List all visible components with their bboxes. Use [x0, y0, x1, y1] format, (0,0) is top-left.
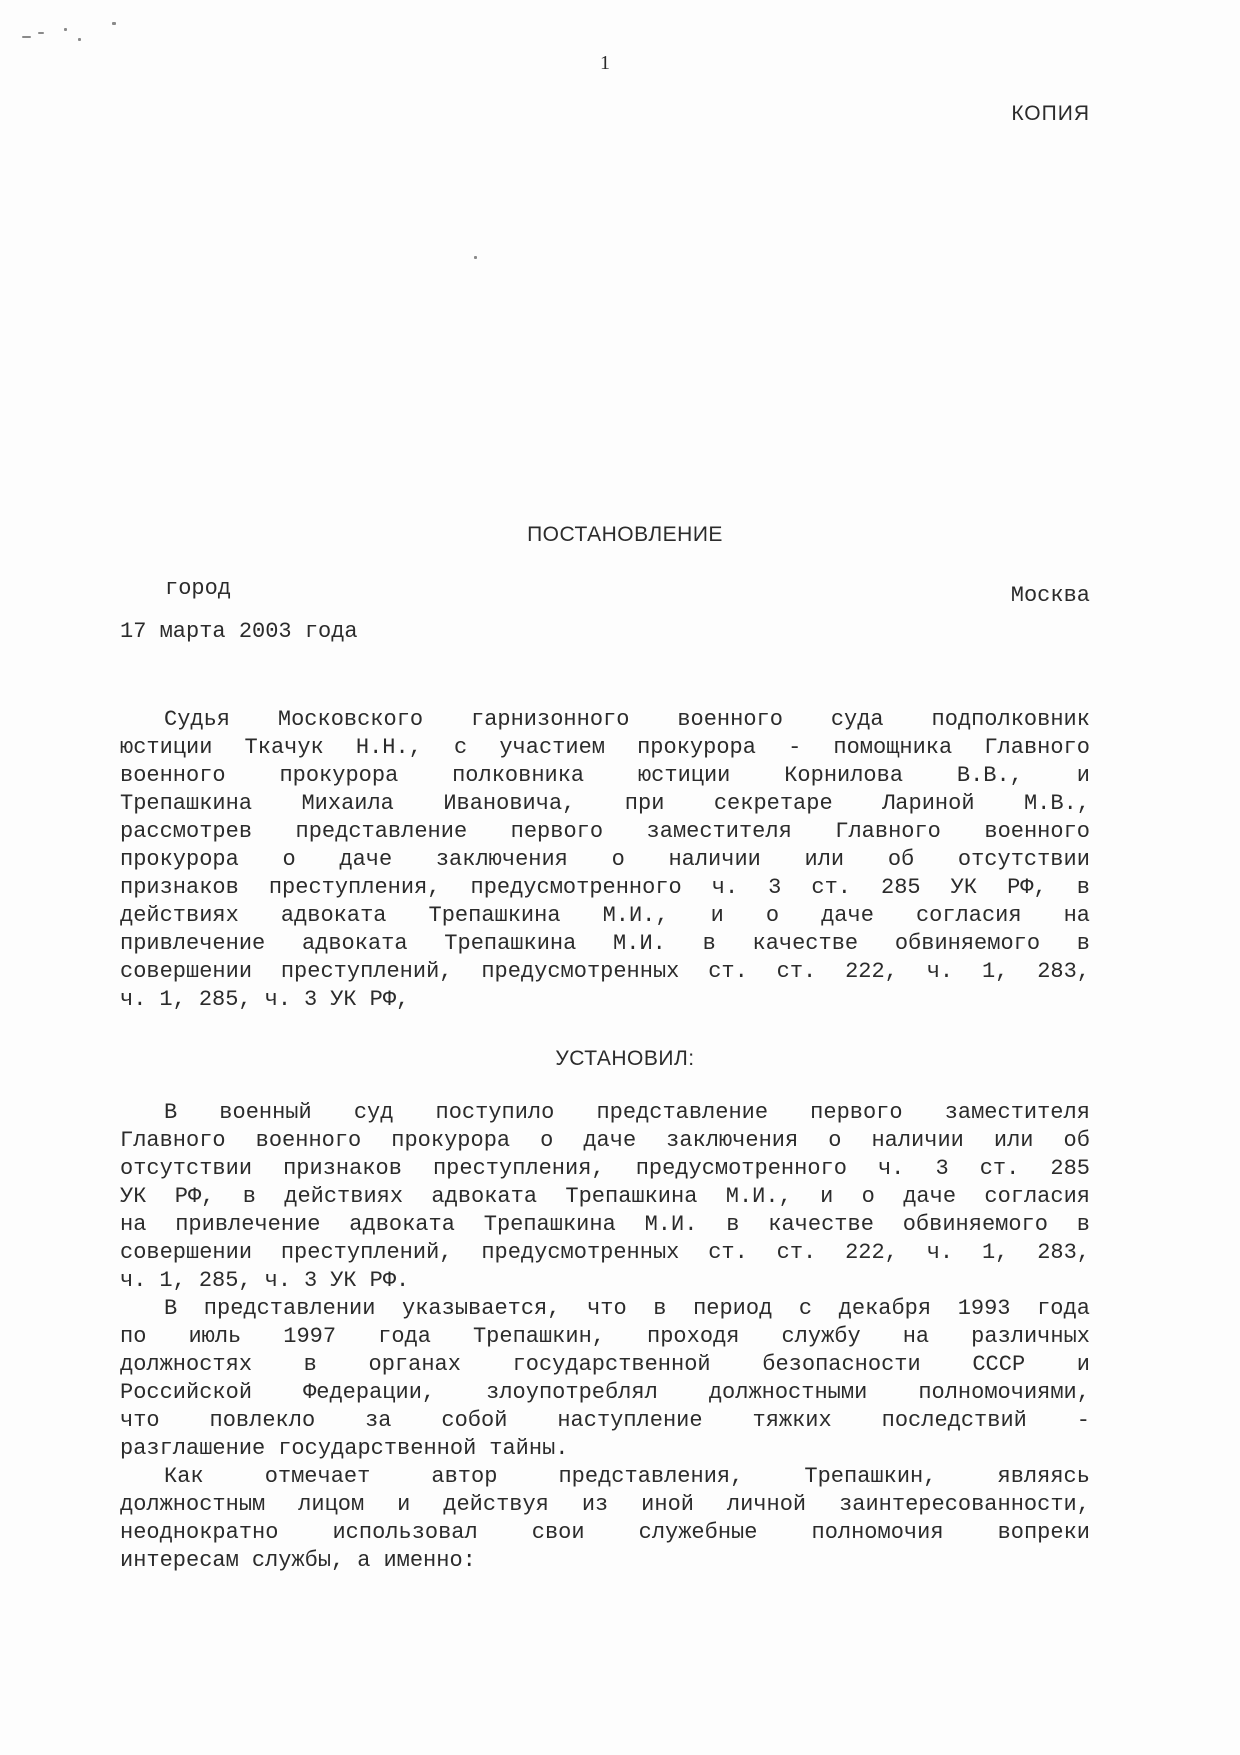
- word: суд: [353, 1100, 394, 1125]
- findings-paragraphs: [120, 1099, 1090, 1575]
- word: военного: [120, 763, 226, 788]
- word: Российской: [120, 1380, 253, 1405]
- word: 1993: [957, 1296, 1011, 1321]
- place-label: город: [165, 576, 232, 601]
- word: ст.: [979, 1156, 1020, 1181]
- word: признаков: [120, 875, 239, 900]
- word: преступлений,: [280, 1240, 453, 1265]
- word: 1,: [981, 1240, 1009, 1265]
- word: полномочия: [811, 1520, 944, 1545]
- word: Ткачук: [244, 735, 324, 760]
- word: а: [357, 1548, 371, 1573]
- word: ст.: [776, 1240, 817, 1265]
- word: ст.: [811, 875, 851, 900]
- word: из: [581, 1492, 609, 1517]
- word: участием: [499, 735, 605, 760]
- word: юстиции: [120, 735, 213, 760]
- word: первого: [510, 819, 604, 844]
- word: ст.: [776, 959, 817, 984]
- word: М.И.,: [725, 1184, 792, 1209]
- word: -: [788, 735, 802, 760]
- text-line: [120, 1435, 1090, 1463]
- word: личной: [726, 1492, 807, 1517]
- word: ч.: [120, 987, 147, 1012]
- word: при: [624, 791, 665, 816]
- word: прокурора: [120, 847, 239, 872]
- word: с: [454, 735, 468, 760]
- word: поступило: [435, 1100, 555, 1125]
- word: РФ.: [369, 1268, 410, 1293]
- word: в: [702, 931, 716, 956]
- word: заместителя: [646, 819, 792, 844]
- word: М.И.: [644, 1212, 698, 1237]
- word: Трепашкина: [444, 931, 577, 956]
- word: 1,: [981, 959, 1009, 984]
- word: адвоката: [301, 931, 408, 956]
- word: УК: [950, 875, 978, 900]
- word: о: [828, 1128, 842, 1153]
- scan-artifact: [64, 28, 67, 31]
- word: о: [282, 847, 296, 872]
- word: обвиняемого: [894, 931, 1041, 956]
- word: года: [1037, 1296, 1090, 1321]
- word: за: [365, 1408, 392, 1433]
- word: отсутствии: [120, 1156, 253, 1181]
- word: совершении: [120, 959, 253, 984]
- word: 285: [881, 875, 921, 900]
- word: что: [120, 1408, 160, 1433]
- word: в: [1076, 1212, 1090, 1237]
- text-line: [120, 1127, 1090, 1155]
- word: безопасности: [762, 1352, 921, 1377]
- word: М.В.,: [1023, 791, 1090, 816]
- word: иной: [641, 1492, 694, 1517]
- word: в: [653, 1296, 667, 1321]
- word: и: [397, 1492, 411, 1517]
- word: качестве: [768, 1212, 874, 1237]
- intro-paragraph: [120, 706, 1090, 1014]
- word: службу: [781, 1324, 861, 1349]
- word: и: [1076, 763, 1090, 788]
- text-line: [120, 706, 1090, 734]
- word: суда: [830, 707, 884, 732]
- text-line: [120, 1407, 1090, 1435]
- word: М.И.,: [602, 903, 669, 928]
- word: неоднократно: [120, 1520, 279, 1545]
- word: согласия: [984, 1184, 1090, 1209]
- word: Ивановича,: [443, 791, 576, 816]
- word: июль: [188, 1324, 242, 1349]
- word: привлечение: [120, 931, 266, 956]
- word: военного: [677, 707, 783, 732]
- text-line: [120, 846, 1090, 874]
- scan-artifact: [474, 256, 477, 259]
- word: преступления,: [268, 875, 441, 900]
- word: на: [902, 1324, 930, 1349]
- text-line: [120, 1519, 1090, 1547]
- word: собой: [441, 1408, 508, 1433]
- word: злоупотреблял: [486, 1380, 658, 1405]
- text-line: [120, 1463, 1090, 1491]
- word: помощника: [833, 735, 953, 760]
- word: прокурора: [637, 735, 756, 760]
- word: 3: [304, 1268, 318, 1293]
- scan-artifact: [78, 38, 81, 41]
- word: должностными: [708, 1380, 868, 1405]
- scan-artifact: [112, 22, 116, 25]
- word: секретаре: [713, 791, 833, 816]
- word: по: [120, 1324, 147, 1349]
- word: 283,: [1037, 959, 1090, 984]
- word: Главного: [835, 819, 941, 844]
- word: Н.Н.,: [355, 735, 422, 760]
- word: -: [1076, 1408, 1090, 1433]
- word: о: [540, 1128, 554, 1153]
- word: гарнизонного: [471, 707, 630, 732]
- word: прокурора: [391, 1128, 511, 1153]
- word: 3: [768, 875, 782, 900]
- word: УК: [330, 1268, 357, 1293]
- word: привлечение: [175, 1212, 321, 1237]
- word: 3: [304, 987, 318, 1012]
- word: согласия: [915, 903, 1022, 928]
- word: качестве: [752, 931, 859, 956]
- word: В.В.,: [956, 763, 1023, 788]
- text-line: [120, 1099, 1090, 1127]
- text-line: [120, 790, 1090, 818]
- word: года: [378, 1324, 431, 1349]
- word: в: [242, 1184, 256, 1209]
- word: заключения: [666, 1128, 799, 1153]
- document-title: ПОСТАНОВЛЕНИЕ: [527, 523, 723, 546]
- text-line: [120, 734, 1090, 762]
- text-line: [120, 986, 1090, 1014]
- word: Михаила: [301, 791, 394, 816]
- word: действиях: [120, 903, 239, 928]
- word: Трепашкин,: [804, 1464, 937, 1489]
- word: представление: [295, 819, 468, 844]
- word: действуя: [443, 1492, 549, 1517]
- word: РФ,: [174, 1184, 215, 1209]
- word: служебные: [638, 1520, 758, 1545]
- word: представления,: [558, 1464, 744, 1489]
- word: заместителя: [944, 1100, 1090, 1125]
- copy-stamp: КОПИЯ: [1011, 102, 1090, 125]
- word: Трепашкина: [428, 903, 561, 928]
- word: 1,: [159, 1268, 186, 1293]
- word: в: [303, 1352, 317, 1377]
- word: представлении: [203, 1296, 376, 1321]
- word: наступление: [557, 1408, 703, 1433]
- scan-artifact: [22, 36, 31, 38]
- word: ст.: [708, 959, 748, 984]
- word: должностях: [120, 1352, 253, 1377]
- word: 222,: [845, 1240, 898, 1265]
- text-line: [120, 874, 1090, 902]
- word: военный: [219, 1100, 312, 1125]
- document-date: 17 марта 2003 года: [120, 619, 358, 644]
- word: заключения: [435, 847, 568, 872]
- word: разглашение: [120, 1436, 266, 1461]
- word: являясь: [997, 1464, 1090, 1489]
- word: В: [164, 1296, 178, 1321]
- word: именно:: [383, 1548, 476, 1573]
- word: Трепашкина: [120, 791, 253, 816]
- text-line: [120, 1183, 1090, 1211]
- word: Московского: [277, 707, 424, 732]
- word: В: [164, 1100, 178, 1125]
- section-heading: УСТАНОВИЛ:: [555, 1047, 695, 1070]
- word: использовал: [332, 1520, 478, 1545]
- word: или: [993, 1128, 1034, 1153]
- word: государственной: [512, 1352, 711, 1377]
- text-line: [120, 762, 1090, 790]
- text-line: [120, 1323, 1090, 1351]
- word: ч.: [120, 1268, 147, 1293]
- word: ч.: [711, 875, 739, 900]
- word: Как: [164, 1464, 204, 1489]
- word: или: [804, 847, 845, 872]
- word: адвоката: [431, 1184, 538, 1209]
- word: преступлений,: [280, 959, 453, 984]
- word: ч.: [926, 959, 954, 984]
- word: в: [1076, 875, 1090, 900]
- text-line: [120, 930, 1090, 958]
- word: об: [1063, 1128, 1090, 1153]
- word: в: [1076, 931, 1090, 956]
- word: прокурора: [279, 763, 399, 788]
- word: указывается,: [402, 1296, 561, 1321]
- word: УК: [330, 987, 357, 1012]
- word: 1,: [159, 987, 186, 1012]
- word: адвоката: [280, 903, 387, 928]
- word: 285,: [198, 1268, 252, 1293]
- word: должностным: [120, 1492, 266, 1517]
- word: Трепашкин,: [472, 1324, 605, 1349]
- word: службы,: [251, 1548, 345, 1573]
- word: даче: [903, 1184, 957, 1209]
- word: и: [820, 1184, 834, 1209]
- text-line: [120, 1547, 1090, 1575]
- word: ч.: [264, 987, 292, 1012]
- word: 3: [935, 1156, 949, 1181]
- word: предусмотренного: [635, 1156, 847, 1181]
- page-number: 1: [600, 52, 610, 74]
- word: адвоката: [349, 1212, 455, 1237]
- word: СССР: [972, 1352, 1026, 1377]
- word: в: [726, 1212, 740, 1237]
- word: признаков: [283, 1156, 402, 1181]
- word: проходя: [647, 1324, 740, 1349]
- place-name: Москва: [1010, 583, 1090, 608]
- word: заинтересованности,: [839, 1492, 1090, 1517]
- word: наличии: [668, 847, 761, 872]
- word: 283,: [1037, 1240, 1090, 1265]
- word: и: [1076, 1352, 1090, 1377]
- text-line: [120, 818, 1090, 846]
- word: даче: [339, 847, 393, 872]
- word: о: [861, 1184, 875, 1209]
- word: и: [710, 903, 724, 928]
- word: 1997: [283, 1324, 337, 1349]
- word: тяжких: [752, 1408, 832, 1433]
- word: Судья: [164, 707, 231, 732]
- word: различных: [971, 1324, 1090, 1349]
- word: государственной: [278, 1436, 477, 1461]
- word: 285: [1050, 1156, 1090, 1181]
- word: 285,: [198, 987, 252, 1012]
- text-line: [120, 1491, 1090, 1519]
- word: интересам: [120, 1548, 239, 1573]
- word: период: [693, 1296, 773, 1321]
- word: военного: [255, 1128, 362, 1153]
- word: полковника: [452, 763, 585, 788]
- word: предусмотренных: [481, 1240, 680, 1265]
- word: с: [798, 1296, 813, 1321]
- word: Лариной: [882, 791, 975, 816]
- word: действиях: [284, 1184, 404, 1209]
- word: РФ,: [369, 987, 410, 1012]
- word: первого: [810, 1100, 903, 1125]
- word: даче: [821, 903, 874, 928]
- text-line: [120, 958, 1090, 986]
- word: юстиции: [637, 763, 731, 788]
- text-line: [120, 1239, 1090, 1267]
- word: об: [887, 847, 915, 872]
- word: Корнилова: [784, 763, 904, 788]
- word: Трепашкина: [483, 1212, 616, 1237]
- scan-artifact: [38, 32, 44, 34]
- word: военного: [984, 819, 1090, 844]
- word: РФ,: [1007, 875, 1047, 900]
- word: М.И.: [613, 931, 666, 956]
- text-line: [120, 1211, 1090, 1239]
- text-line: [120, 1295, 1090, 1323]
- word: Главного: [984, 735, 1090, 760]
- word: отмечает: [264, 1464, 371, 1489]
- word: предусмотренного: [470, 875, 682, 900]
- word: о: [765, 903, 780, 928]
- word: автор: [431, 1464, 498, 1489]
- word: лицом: [298, 1492, 365, 1517]
- word: что: [587, 1296, 627, 1321]
- word: о: [611, 847, 625, 872]
- word: полномочиями,: [918, 1380, 1090, 1405]
- word: Трепашкина: [565, 1184, 698, 1209]
- word: Федерации,: [303, 1380, 436, 1405]
- word: отсутствии: [957, 847, 1090, 872]
- word: вопреки: [997, 1520, 1090, 1545]
- word: последствий: [881, 1408, 1027, 1433]
- word: наличии: [871, 1128, 964, 1153]
- word: предусмотренных: [481, 959, 680, 984]
- word: совершении: [120, 1240, 253, 1265]
- word: 222,: [845, 959, 898, 984]
- word: свои: [531, 1520, 585, 1545]
- word: на: [120, 1212, 147, 1237]
- text-line: [120, 1155, 1090, 1183]
- text-line: [120, 1379, 1090, 1407]
- word: декабря: [838, 1296, 932, 1321]
- word: тайны.: [489, 1436, 569, 1461]
- word: ч.: [264, 1268, 292, 1293]
- word: повлекло: [209, 1408, 316, 1433]
- word: ст.: [708, 1240, 748, 1265]
- word: на: [1063, 903, 1090, 928]
- text-line: [120, 902, 1090, 930]
- word: ч.: [926, 1240, 954, 1265]
- text-line: [120, 1267, 1090, 1295]
- text-line: [120, 1351, 1090, 1379]
- word: даче: [583, 1128, 637, 1153]
- word: Главного: [120, 1128, 226, 1153]
- word: подполковник: [931, 707, 1090, 732]
- word: УК: [120, 1184, 147, 1209]
- word: ч.: [877, 1156, 905, 1181]
- word: преступления,: [432, 1156, 605, 1181]
- word: обвиняемого: [902, 1212, 1048, 1237]
- word: представление: [596, 1100, 769, 1125]
- word: рассмотрев: [120, 819, 253, 844]
- word: органах: [368, 1352, 461, 1377]
